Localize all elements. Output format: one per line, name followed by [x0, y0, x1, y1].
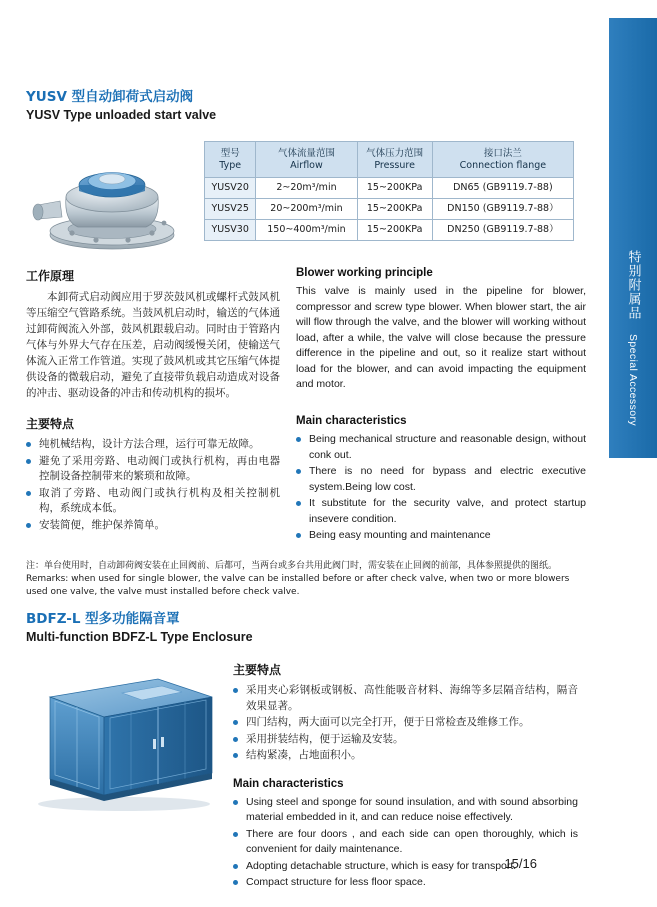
cell-pressure: 15~200KPa — [357, 220, 432, 241]
section1-image-table-row — [26, 141, 591, 251]
enclosure-features-list-en — [233, 795, 578, 891]
th-pressure-en: Pressure — [374, 159, 415, 171]
list-item: 取消了旁路、电动阀门或执行机构及相关控制机构，系统成本低。 — [26, 486, 280, 517]
principle-body-cn: 本卸荷式启动阀应用于罗茨鼓风机或螺杆式鼓风机等压缩空气管路系统。当鼓风机启动时，输送的气体通过卸荷阀流入外部，鼓风机跟载启动。同时由于管路内气体与外界大气存在压差，启动阀缓慢关闭，使输送气体流入正常工作管道。实现了鼓风机或其它压缩气体提供设备的微载启动，避免了直接带负载启动造成对设备的冲击、驱动设备的冲击和传动机构的损坏。 — [26, 291, 280, 399]
side-tab-special-accessory — [609, 18, 657, 458]
features-title-en: Main characteristics — [296, 415, 407, 427]
principle-body-en: This valve is mainly used in the pipeline for blower, compressor and screw type blower. When blower start, the air will flow through the valve, and the blower will working without load, after a while, the valve will close because the pressure difference in the pipeline and out, so it realize start without load for the blower, and can avoid impacting the equipment and motor. — [296, 285, 586, 390]
cell-airflow: 150~400m³/min — [256, 220, 357, 241]
side-tab-label-cn: 特别附属品 — [625, 250, 641, 320]
cell-type: YUSV20 — [205, 178, 256, 199]
section1-title-cn: YUSV 型自动卸荷式启动阀 — [26, 89, 194, 105]
valve-spec-table — [204, 141, 574, 241]
list-item: There are four doors , and each side can open thoroughly, which is convenient for daily maintenance. — [233, 827, 578, 858]
section-bdfz-enclosure — [26, 610, 591, 892]
remark-en: Remarks: when used for single blower, the valve can be installed before or after check valve, when two or more blowers used one valve, the valve must installed before check valve. — [26, 574, 570, 597]
cell-pressure: 15~200KPa — [357, 199, 432, 220]
table-row — [205, 220, 574, 241]
list-item: Compact structure for less floor space. — [233, 875, 578, 891]
th-flange-cn: 接口法兰 — [483, 147, 522, 159]
list-item: 采用拼装结构，便于运输及安装。 — [233, 732, 578, 748]
side-tab-label-en: Special Accessory — [627, 334, 639, 427]
list-item: 纯机械结构，设计方法合理，运行可靠无故障。 — [26, 437, 280, 453]
cell-flange: DN65 (GB9119.7-88) — [432, 178, 573, 199]
cell-pressure: 15~200KPa — [357, 178, 432, 199]
features-columns — [26, 415, 591, 545]
th-flange — [432, 142, 573, 178]
cell-airflow: 20~200m³/min — [256, 199, 357, 220]
list-item: Being easy mounting and maintenance — [296, 528, 586, 544]
features-column-cn — [26, 415, 296, 545]
cell-flange: DN150 (GB9119.7-88） — [432, 199, 573, 220]
enclosure-product-image — [26, 661, 221, 811]
th-airflow-en: Airflow — [290, 159, 323, 171]
th-type-cn: 型号 — [220, 147, 240, 159]
list-item: 避免了采用旁路、电动阀门或执行机构，再由电器控制设备控制带来的繁琐和故障。 — [26, 454, 280, 485]
principle-title-cn: 工作原理 — [26, 269, 75, 283]
th-type — [205, 142, 256, 178]
features-list-cn — [26, 437, 280, 533]
principle-columns — [26, 267, 591, 401]
cell-flange: DN250 (GB9119.7-88） — [432, 220, 573, 241]
th-flange-en: Connection flange — [459, 159, 547, 171]
section1-title-en: YUSV Type unloaded start valve — [26, 108, 217, 122]
cell-type: YUSV30 — [205, 220, 256, 241]
remarks-block — [26, 560, 588, 599]
table-row — [205, 178, 574, 199]
enclosure-illustration-svg — [26, 661, 221, 813]
valve-product-image — [26, 141, 196, 251]
list-item: 安装简便，维护保养简单。 — [26, 518, 280, 534]
th-airflow — [256, 142, 357, 178]
th-airflow-cn: 气体流量范围 — [277, 147, 335, 159]
page-number: 15/16 — [504, 856, 537, 871]
list-item: Using steel and sponge for sound insulation, and with sound absorbing material embedded in it, and can reduce noise effectively. — [233, 795, 578, 826]
features-title-cn: 主要特点 — [26, 417, 75, 431]
th-pressure — [357, 142, 432, 178]
valve-illustration-svg — [26, 141, 196, 253]
section2-title-en: Multi-function BDFZ-L Type Enclosure — [26, 630, 253, 644]
list-item: Adopting detachable structure, which is easy for transport. — [233, 859, 578, 875]
cell-type: YUSV25 — [205, 199, 256, 220]
table-header-row — [205, 142, 574, 178]
list-item: It substitute for the security valve, and protect startup insevere condition. — [296, 496, 586, 527]
list-item: There is no need for bypass and electric executive system.Being low cost. — [296, 464, 586, 495]
th-pressure-cn: 气体压力范围 — [366, 147, 424, 159]
enclosure-features-list-cn — [233, 683, 578, 764]
features-column-en — [296, 415, 586, 545]
remark-cn: 注：单台使用时，自动卸荷阀安装在止回阀前、后都可，当两台或多台共用此阀门时，需安装在止回阀的前部，具体参照提供的图纸。 — [26, 561, 558, 571]
list-item: Being mechanical structure and reasonable design, without conk out. — [296, 432, 586, 463]
list-item: 结构紧凑，占地面积小。 — [233, 748, 578, 764]
section2-title-cn: BDFZ-L 型多功能隔音罩 — [26, 611, 180, 627]
principle-column-en — [296, 267, 586, 401]
features-list-en — [296, 432, 586, 544]
enclosure-features-title-cn: 主要特点 — [233, 663, 282, 677]
section-yusv-valve — [26, 88, 591, 545]
list-item: 采用夹心彩钢板或钢板、高性能吸音材料、海绵等多层隔音结构，隔音效果显著。 — [233, 683, 578, 714]
cell-airflow: 2~20m³/min — [256, 178, 357, 199]
th-type-en: Type — [219, 159, 242, 171]
principle-title-en: Blower working principle — [296, 267, 433, 279]
enclosure-features-title-en: Main characteristics — [233, 777, 344, 790]
table-row — [205, 199, 574, 220]
list-item: 四门结构，两大面可以完全打开，便于日常检查及维修工作。 — [233, 715, 578, 731]
principle-column-cn — [26, 267, 296, 401]
